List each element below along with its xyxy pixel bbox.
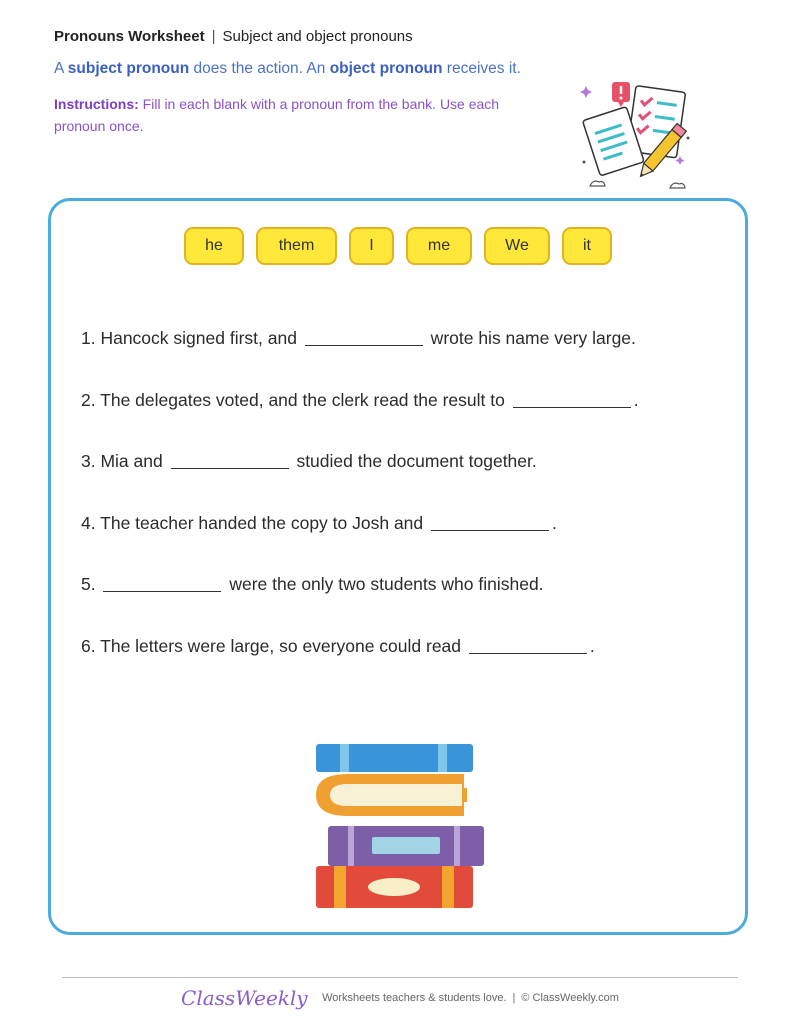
brand-logo: ClassWeekly	[181, 986, 308, 1010]
question-text: .	[633, 389, 639, 410]
definition-text: receives it.	[442, 60, 521, 77]
book-stack-icon	[312, 742, 488, 912]
instructions-text: Fill in each blank with a pronoun from the bank. Use each pronoun once.	[54, 96, 500, 134]
question-item	[81, 569, 721, 631]
question-item	[81, 385, 721, 447]
question-text: 6. The letters were large, so everyone could read	[81, 635, 466, 656]
question-text: 2. The delegates voted, and the clerk read the result to	[81, 389, 510, 410]
worksheet-header	[54, 28, 413, 45]
answer-blank[interactable]	[469, 633, 587, 654]
answer-blank[interactable]	[103, 571, 221, 592]
word-chip: them	[256, 227, 337, 265]
answer-blank[interactable]	[431, 510, 549, 531]
word-chip: We	[484, 227, 550, 265]
pronoun-definition	[54, 60, 521, 78]
instructions	[54, 93, 524, 137]
word-chip: it	[562, 227, 612, 265]
footer-divider	[62, 977, 738, 978]
word-chip: I	[349, 227, 394, 265]
footer-tagline	[322, 992, 619, 1004]
definition-text: does the action. An	[189, 60, 330, 77]
word-chip: he	[184, 227, 244, 265]
question-list	[81, 323, 721, 692]
subject-pronoun-term: subject pronoun	[67, 60, 190, 77]
checklist-pencil-icon	[576, 78, 694, 196]
copyright-text: © ClassWeekly.com	[521, 992, 619, 1004]
question-text: .	[589, 635, 595, 656]
worksheet-subtitle: Subject and object pronouns	[222, 28, 413, 45]
question-item	[81, 446, 721, 508]
worksheet-title: Pronouns Worksheet	[54, 28, 205, 45]
answer-blank[interactable]	[171, 448, 289, 469]
header-separator: |	[211, 28, 216, 45]
question-text: wrote his name very large.	[425, 328, 636, 348]
instructions-label: Instructions:	[54, 96, 139, 112]
footer	[0, 986, 800, 1010]
tagline-text: Worksheets teachers & students love.	[322, 992, 507, 1004]
object-pronoun-term: object pronoun	[329, 60, 443, 77]
word-chip: me	[406, 227, 472, 265]
question-item	[81, 631, 721, 693]
question-text: .	[552, 512, 557, 533]
question-text: studied the document together.	[291, 451, 537, 471]
footer-separator: |	[512, 992, 516, 1004]
question-text: 5.	[81, 574, 101, 594]
question-text: were the only two students who finished.	[224, 574, 544, 594]
question-item	[81, 323, 721, 385]
answer-blank[interactable]	[305, 325, 423, 346]
question-item	[81, 508, 721, 570]
question-text: 4. The teacher handed the copy to Josh and	[81, 512, 429, 533]
question-text: 1. Hancock signed first, and	[81, 328, 302, 348]
word-bank	[51, 227, 745, 265]
answer-blank[interactable]	[513, 387, 631, 408]
question-text: 3. Mia and	[81, 451, 168, 471]
definition-text: A	[54, 60, 68, 77]
